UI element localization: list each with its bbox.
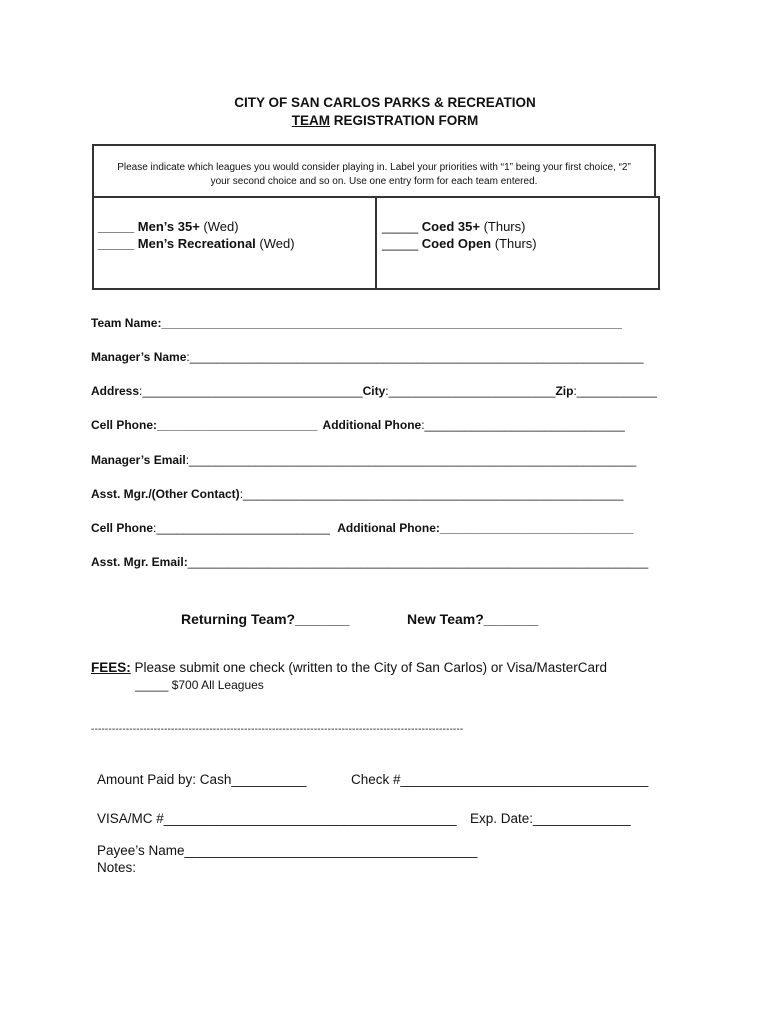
league-day: (Wed) (199, 219, 239, 234)
visa-mc-label: VISA/MC #_______________________________________ (97, 811, 457, 826)
separator-dashes: ----------------------------------------------------------------------------------------------------------- (91, 724, 464, 735)
manager-name-field[interactable] (91, 350, 644, 364)
visa-mc-field[interactable] (97, 811, 457, 826)
zip-label: Zip (555, 384, 574, 398)
title-rest: REGISTRATION FORM (330, 113, 479, 128)
cell-phone-2-line[interactable]: :__________________________ (153, 521, 330, 535)
fees-label: FEES: (91, 660, 131, 675)
leagues-left-column (94, 198, 377, 288)
asst-mgr-email-field[interactable] (91, 555, 648, 569)
asst-mgr-email-label: Asst. Mgr. Email: (91, 555, 188, 569)
fee-option-text: $700 All Leagues (168, 678, 264, 692)
city-line[interactable]: :_________________________ (385, 384, 556, 398)
phone-row-1[interactable] (91, 418, 625, 432)
league-mens-35[interactable] (98, 218, 239, 235)
league-name: Men’s Recreational (137, 236, 256, 251)
title-line-1: CITY OF SAN CARLOS PARKS & RECREATION (234, 95, 536, 110)
fee-option-blank[interactable]: _____ (135, 678, 169, 692)
league-coed-35[interactable] (382, 218, 525, 235)
zip-line[interactable]: :____________ (573, 384, 657, 398)
manager-name-line[interactable]: :____________________________________________________________________ (186, 350, 644, 364)
asst-mgr-field[interactable] (91, 487, 623, 501)
manager-email-line[interactable]: :___________________________________________________________________ (185, 453, 637, 467)
office-use-separator (91, 724, 463, 735)
form-title (0, 95, 770, 110)
phone-row-2[interactable] (91, 521, 633, 535)
payee-name-label: Payee’s Name_______________________________________ (97, 843, 478, 858)
cell-phone-1[interactable]: Cell Phone:________________________ (91, 418, 318, 432)
address-line[interactable]: :_________________________________ (139, 384, 363, 398)
city-label: City (362, 384, 386, 398)
exp-date-label: Exp. Date:_____________ (470, 811, 631, 826)
payee-name-field[interactable] (97, 843, 477, 858)
new-team-field[interactable] (407, 611, 538, 627)
league-mens-recreational[interactable] (98, 235, 295, 252)
asst-mgr-email-line[interactable]: _____________________________________________________________________ (187, 555, 649, 569)
fees-text: Please submit one check (written to the City of San Carlos) or Visa/MasterCard (130, 660, 607, 675)
additional-phone-2[interactable]: Additional Phone:_____________________________ (337, 521, 634, 535)
asst-mgr-label: Asst. Mgr./(Other Contact) (91, 487, 240, 501)
league-day: (Thurs) (479, 219, 526, 234)
league-blank[interactable]: _____ (98, 236, 135, 251)
check-number-label: Check #_________________________________ (351, 772, 649, 787)
league-blank[interactable]: _____ (382, 219, 419, 234)
notes-label: Notes: (97, 860, 137, 875)
leagues-right-column (377, 198, 658, 288)
returning-team-label: Returning Team?_______ (181, 611, 350, 627)
league-blank[interactable]: _____ (382, 236, 419, 251)
league-blank[interactable]: _____ (98, 219, 135, 234)
fee-option[interactable] (135, 678, 264, 692)
manager-email-label: Manager’s Email (91, 453, 186, 467)
cell-phone-2-label: Cell Phone (91, 521, 154, 535)
leagues-box (92, 196, 660, 290)
address-label: Address (91, 384, 140, 398)
asst-mgr-line[interactable]: :_________________________________________________________ (239, 487, 624, 501)
league-name: Men’s 35+ (137, 219, 200, 234)
check-number-field[interactable] (351, 772, 648, 787)
team-name-field[interactable] (91, 316, 622, 330)
title-team-word: TEAM (291, 113, 330, 128)
manager-name-label: Manager’s Name (91, 350, 187, 364)
league-day: (Thurs) (491, 236, 537, 251)
amount-paid-field[interactable] (97, 772, 306, 787)
additional-phone-1-label: Additional Phone (322, 418, 422, 432)
team-name-label: Team Name:_____________________________________________________________________ (91, 316, 622, 330)
notes-field[interactable] (97, 860, 136, 875)
manager-email-field[interactable] (91, 453, 636, 467)
league-name: Coed Open (421, 236, 492, 251)
fees-line (91, 660, 607, 675)
instructions-box (92, 144, 656, 198)
league-day: (Wed) (255, 236, 295, 251)
exp-date-field[interactable] (470, 811, 631, 826)
league-coed-open[interactable] (382, 235, 537, 252)
form-subtitle (0, 113, 770, 128)
returning-team-field[interactable] (181, 611, 350, 627)
league-name: Coed 35+ (421, 219, 480, 234)
additional-phone-1-line[interactable]: :______________________________ (421, 418, 625, 432)
amount-paid-label: Amount Paid by: Cash__________ (97, 772, 307, 787)
instructions-text: Please indicate which leagues you would consider playing in. Label your priorities with “1” being your first choice, “2” your second choice and so on. Use one entry form for each team entered. (117, 162, 631, 187)
new-team-label: New Team?_______ (407, 611, 539, 627)
address-row[interactable] (91, 384, 657, 398)
